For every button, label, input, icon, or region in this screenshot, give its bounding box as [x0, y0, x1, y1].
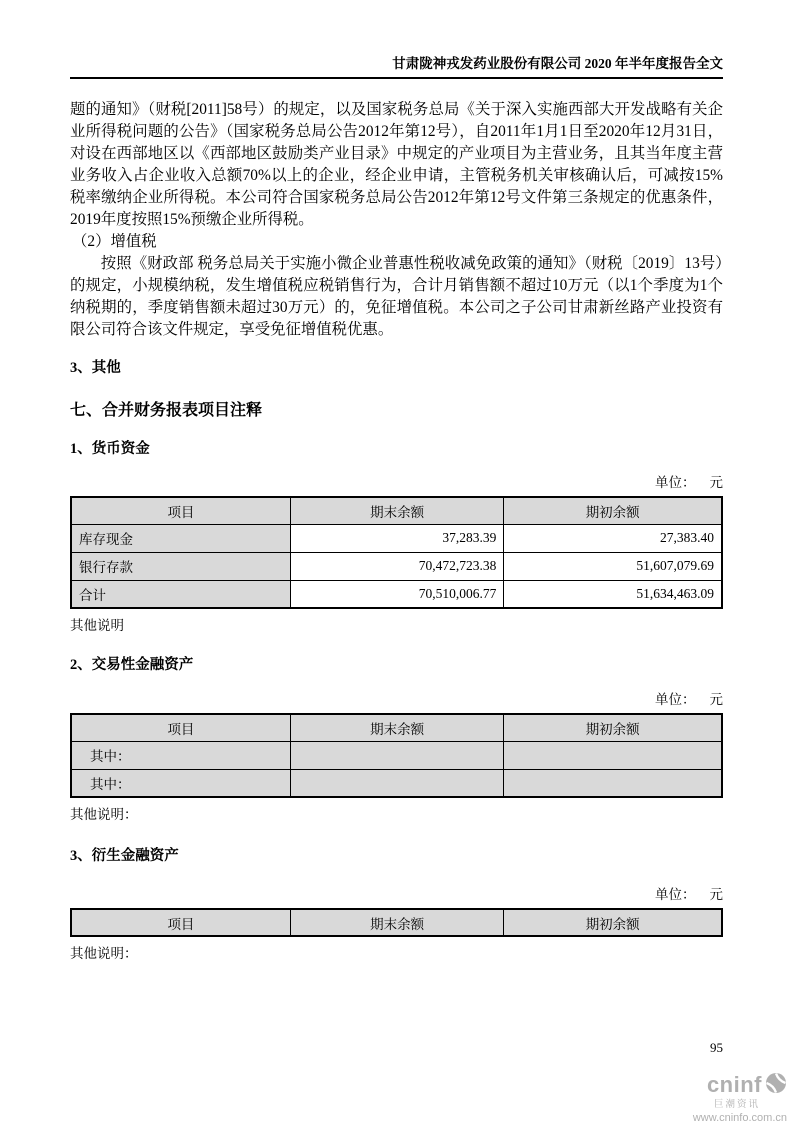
cell-beginning-balance: 51,607,079.69: [504, 552, 722, 580]
table-header-row: [71, 909, 722, 936]
vat-subheading: （2）增值税: [72, 233, 157, 250]
header-beginning-balance: 期初余额: [504, 497, 722, 524]
heading-derivative-assets: 3、衍生金融资产: [70, 848, 179, 864]
unit-currency: 元: [709, 887, 723, 902]
header-item: 项目: [71, 909, 290, 936]
cell-beginning-balance: 27,383.40: [504, 524, 722, 552]
unit-currency: 元: [709, 475, 723, 490]
table-header-row: [71, 497, 722, 524]
heading-monetary-funds: 1、货币资金: [70, 441, 150, 457]
cell-ending-balance: 70,510,006.77: [290, 580, 504, 608]
cninfo-url: www.cninfo.com.cn: [692, 1111, 787, 1122]
cell-beginning-balance: 51,634,463.09: [504, 580, 722, 608]
table-row: [71, 552, 722, 580]
cell-item: 银行存款: [71, 552, 290, 580]
cninfo-chinese-name: 巨潮资讯: [713, 1099, 760, 1110]
unit-label-cash: [70, 474, 723, 492]
table-row: [71, 769, 722, 797]
unit-label-derivative: [70, 886, 723, 904]
cell-beginning-balance: [504, 741, 722, 769]
unit-currency: 元: [709, 692, 723, 707]
cell-ending-balance: [290, 769, 504, 797]
cell-ending-balance: 70,472,723.38: [290, 552, 504, 580]
cninfo-logo: [693, 1072, 787, 1122]
cell-item: 库存现金: [71, 524, 290, 552]
unit-label-text: 单位：: [655, 475, 696, 490]
table-row: [71, 524, 722, 552]
cell-item: 合计: [71, 580, 290, 608]
heading-other: 3、其他: [70, 360, 121, 376]
table-header-row: [71, 714, 722, 741]
table-row-total: [71, 580, 722, 608]
table-monetary-funds: [70, 496, 723, 609]
running-header: 甘肃陇神戎发药业股份有限公司 2020 年半年度报告全文: [70, 0, 723, 79]
unit-label-text: 单位：: [655, 692, 696, 707]
page-number: 95: [710, 1040, 723, 1055]
cell-item: 其中：: [71, 741, 290, 769]
page-content: [70, 0, 723, 963]
cell-ending-balance: 37,283.39: [290, 524, 504, 552]
cell-item: 其中：: [71, 769, 290, 797]
header-beginning-balance: 期初余额: [504, 909, 722, 936]
heading-trading-assets: 2、交易性金融资产: [70, 657, 194, 673]
header-item: 项目: [71, 714, 290, 741]
unit-label-trading: [70, 691, 723, 709]
paragraph-vat-exemption: 按照《财政部 税务总局关于实施小微企业普惠性税收减免政策的通知》（财税〔2019〕13号）的规定，小规模纳税，发生增值税应税销售行为，合计月销售额不超过10万元（以1个季度为1个纳税期的，季度销售额未超过30万元）的，免征增值税。本公司之子公司甘肃新丝路产业投资有限公司符合该文件规定，享受免征增值税优惠。: [70, 255, 723, 338]
header-ending-balance: 期末余额: [290, 714, 504, 741]
table-row: [71, 741, 722, 769]
note-derivative: 其他说明：: [70, 946, 138, 961]
table-trading-assets: [70, 713, 723, 798]
heading-section-seven: 七、合并财务报表项目注释: [70, 402, 263, 419]
header-ending-balance: 期末余额: [290, 909, 504, 936]
header-beginning-balance: 期初余额: [504, 714, 722, 741]
cell-ending-balance: [290, 741, 504, 769]
note-cash: 其他说明: [70, 618, 124, 633]
cell-beginning-balance: [504, 769, 722, 797]
note-trading: 其他说明：: [70, 807, 138, 822]
cninfo-swirl-icon: [765, 1072, 787, 1098]
header-ending-balance: 期末余额: [290, 497, 504, 524]
unit-label-text: 单位：: [655, 887, 696, 902]
cninfo-logo-row: [693, 1072, 787, 1098]
table-derivative-assets: [70, 908, 723, 937]
paragraph-income-tax: 题的通知》（财税[2011]58号）的规定，以及国家税务总局《关于深入实施西部大开发战略有关企业所得税问题的公告》（国家税务总局公告2012年第12号），自2011年1月1日至2020年12月31日，对设在西部地区以《西部地区鼓励类产业目录》中规定的产业项目为主营业务，且其当年度主营业务收入占企业收入总额70%以上的企业，经企业申请，主管税务机关审核确认后，可减按15%税率缴纳企业所得税。本公司符合国家税务总局公告2012年第12号文件第三条规定的优惠条件，2019年度按照15%预缴企业所得税。: [70, 101, 723, 228]
cninfo-logo-text: cninf: [706, 1072, 762, 1097]
header-item: 项目: [71, 497, 290, 524]
